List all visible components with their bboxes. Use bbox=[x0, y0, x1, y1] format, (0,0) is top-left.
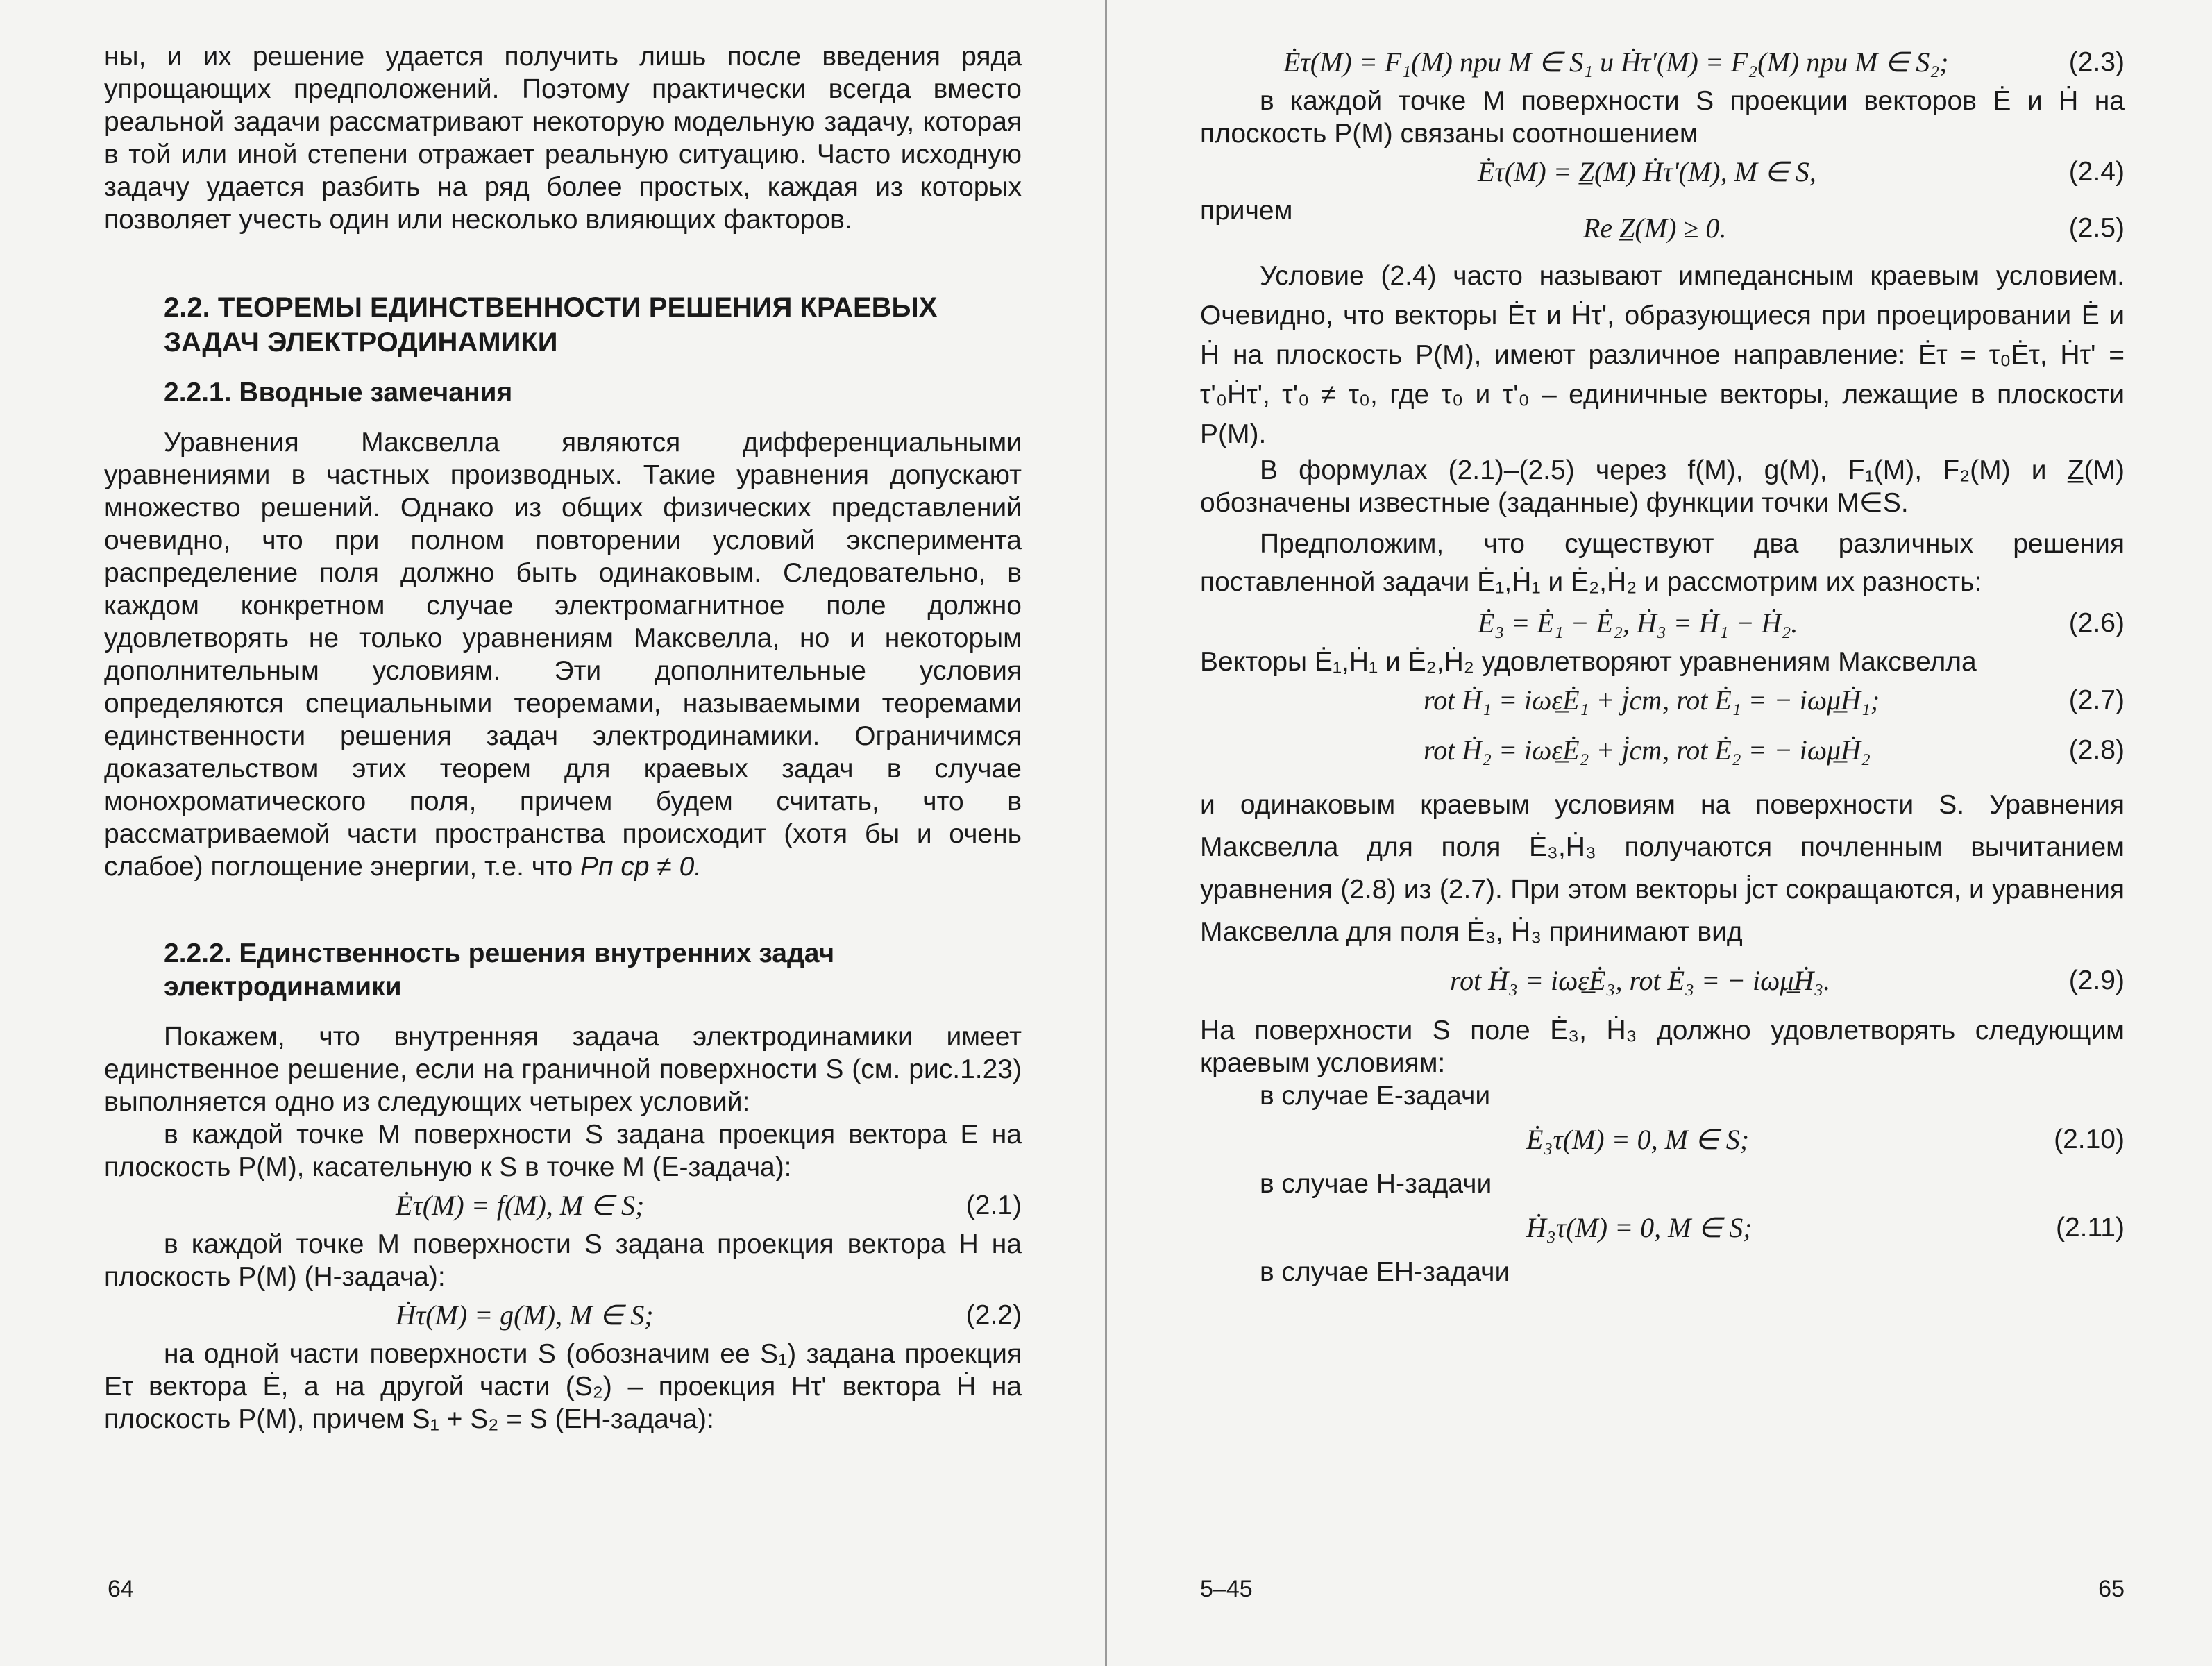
case-e-task: в случае E-задачи bbox=[1260, 1081, 1491, 1111]
equation-2-11-expr: Ḣ₃τ(M) = 0, M ∈ S; bbox=[1526, 1212, 1753, 1243]
right-page bbox=[1111, 0, 2212, 1666]
left-page bbox=[0, 0, 1100, 1666]
condition-impedance: в каждой точке M поверхности S проекции векторов Ė и Ḣ на плоскость P(M) связаны соотношением bbox=[1200, 86, 2125, 149]
equation-2-4 bbox=[1200, 150, 2125, 194]
equation-2-8-expr: rot Ḣ₂ = iωε̲Ė₂ + j̇ст, rot Ė₂ = − iωμ̲Ḣ₂ bbox=[1424, 734, 1871, 766]
equation-2-6-number: (2.6) bbox=[2068, 608, 2125, 638]
word-prichem: причем bbox=[1200, 196, 1293, 226]
subsection-title-uniqueness: 2.2.2. Единственность решения внутренних задач электродинамики bbox=[164, 939, 835, 1002]
page-number-left: 64 bbox=[108, 1576, 134, 1602]
left-page-content bbox=[104, 40, 1022, 1436]
signature-mark: 5–45 bbox=[1200, 1576, 1253, 1602]
equation-2-1 bbox=[104, 1184, 1022, 1228]
condition-e-task: в каждой точке M поверхности S задана проекция вектора E на плоскость P(M), касательную к S в точке M (E-задача): bbox=[104, 1120, 1022, 1182]
paragraph-impedance-condition: Условие (2.4) часто называют импедансным краевым условием. Очевидно, что векторы Ėτ и Ḣτ', образующиеся при проецировании Ė и Ḣ на плоскость P(M), имеют различное направление: Ėτ = τ₀Ėτ, Ḣτ' = τ'₀Ḣτ', τ'₀ ≠ τ₀, где τ₀ и τ'₀ – единичные векторы, лежащие в плоскости P(M). bbox=[1200, 261, 2125, 449]
paragraph-show: Покажем, что внутренняя задача электродинамики имеет единственное решение, если на граничной поверхности S (см. рис.1.23) выполняется одно из следующих четырех условий: bbox=[104, 1022, 1022, 1117]
subsection-title-intro: 2.2.1. Вводные замечания bbox=[164, 378, 513, 407]
section-title: 2.2. ТЕОРЕМЫ ЕДИНСТВЕННОСТИ РЕШЕНИЯ КРАЕВЫХ ЗАДАЧ ЭЛЕКТРОДИНАМИКИ bbox=[164, 292, 938, 357]
paragraph-continued: ны, и их решение удается получить лишь после введения ряда упрощающих предположений. Поэтому практически всегда вместо реальной задачи рассматривают некоторую модельную задачу, которая в той или иной степени отражает реальную ситуацию. Часто исходную задачу удается разбить на ряд более простых, каждая из которых позволяет учесть один или несколько влияющих факторов. bbox=[104, 42, 1022, 235]
paragraph-intro-math: Pп ср ≠ 0. bbox=[580, 852, 702, 882]
equation-2-7-number: (2.7) bbox=[2068, 685, 2125, 715]
equation-2-7 bbox=[1200, 678, 2125, 723]
equation-2-9-number: (2.9) bbox=[2068, 966, 2125, 995]
equation-2-2-expr: Ḣτ(M) = g(M), M ∈ S; bbox=[396, 1299, 654, 1331]
equation-2-2 bbox=[104, 1293, 1022, 1338]
paragraph-formulas: В формулах (2.1)–(2.5) через f(M), g(M), F₁(M), F₂(M) и Z̲(M) обозначены известные (заданные) функции точки M∈S. bbox=[1200, 455, 2125, 518]
equation-2-5-expr: Re Z̲(M) ≥ 0. bbox=[1583, 212, 1727, 244]
equation-2-10 bbox=[1200, 1112, 2125, 1168]
equation-2-8-number: (2.8) bbox=[2068, 735, 2125, 765]
equation-2-1-number: (2.1) bbox=[965, 1190, 1022, 1220]
equation-2-5 bbox=[1200, 206, 2125, 251]
equation-2-11-number: (2.11) bbox=[2056, 1213, 2125, 1243]
equation-2-3-number: (2.3) bbox=[2068, 47, 2125, 77]
equation-2-5-number: (2.5) bbox=[2068, 213, 2125, 243]
equation-2-9 bbox=[1200, 953, 2125, 1009]
right-page-content bbox=[1200, 40, 2125, 1288]
condition-eh-task: на одной части поверхности S (обозначим ее S₁) задана проекция Eτ вектора Ė, а на другой части (S₂) – проекция Hτ' вектора Ḣ на плоскость P(M), причем S₁ + S₂ = S (EH-задача): bbox=[104, 1339, 1022, 1434]
equation-2-4-expr: Ėτ(M) = Z̲(M) Ḣτ'(M), M ∈ S, bbox=[1478, 156, 1816, 187]
paragraph-intro bbox=[104, 426, 1022, 883]
equation-2-10-number: (2.10) bbox=[2054, 1125, 2125, 1154]
equation-2-8 bbox=[1200, 723, 2125, 778]
paragraph-surface: На поверхности S поле Ė₃, Ḣ₃ должно удовлетворять следующим краевым условиям: bbox=[1200, 1016, 2125, 1078]
case-eh-task: в случае EH-задачи bbox=[1260, 1257, 1510, 1287]
paragraph-intro-text: Уравнения Максвелла являются дифференциальными уравнениями в частных производных. Такие уравнения допускают множество решений. Однако из общих физических представлений очевидно, что при полном повторении условий эксперимента распределение поля должно быть одинаковым. Следовательно, в каждом конкретном случае электромагнитное поле должно удовлетворять не только уравнениям Максвелла, но и некоторым дополнительным условиям. Эти дополнительные условия определяются специальными теоремами, называемыми теоремами единственности решения задач электродинамики. Ограничимся доказательством этих теорем для краевых задач в случае монохроматического поля, причем будем считать, что в рассматриваемой части пространства происходит (хотя бы и очень слабое) поглощение энергии, т.е. что bbox=[104, 428, 1022, 882]
page-number-right: 65 bbox=[2098, 1576, 2125, 1602]
equation-2-1-expr: Ėτ(M) = f(M), M ∈ S; bbox=[396, 1190, 645, 1221]
paragraph-vectors: Векторы Ė₁,Ḣ₁ и Ė₂,Ḣ₂ удовлетворяют уравнениям Максвелла bbox=[1200, 647, 1977, 677]
equation-2-10-expr: Ė₃τ(M) = 0, M ∈ S; bbox=[1526, 1124, 1750, 1155]
equation-2-3-expr: Ėτ(M) = F₁(M) при M ∈ S₁ и Ḣτ'(M) = F₂(M) при M ∈ S₂; bbox=[1283, 47, 1949, 78]
paragraph-suppose: Предположим, что существуют два различных решения поставленной задачи Ė₁,Ḣ₁ и Ė₂,Ḣ₂ и рассмотрим их разность: bbox=[1200, 529, 2125, 597]
equation-2-7-expr: rot Ḣ₁ = iωε̲Ė₁ + j̇ст, rot Ė₁ = − iωμ̲Ḣ₁; bbox=[1424, 684, 1880, 716]
equation-2-6-expr: Ė₃ = Ė₁ − Ė₂, Ḣ₃ = Ḣ₁ − Ḣ₂. bbox=[1478, 607, 1798, 639]
condition-h-task: в каждой точке M поверхности S задана проекция вектора H на плоскость P(M) (H-задача): bbox=[104, 1229, 1022, 1292]
equation-2-4-number: (2.4) bbox=[2068, 157, 2125, 187]
equation-2-9-expr: rot Ḣ₃ = iωε̲Ė₃, rot Ė₃ = − iωμ̲Ḣ₃. bbox=[1450, 965, 1831, 996]
page-gutter bbox=[1105, 0, 1107, 1666]
paragraph-same-conditions: и одинаковым краевым условиям на поверхности S. Уравнения Максвелла для поля Ė₃,Ḣ₃ получаются почленным вычитанием уравнения (2.8) из (2.7). При этом векторы j̇ст сокращаются, и уравнения Максвелла для поля Ė₃, Ḣ₃ принимают вид bbox=[1200, 790, 2125, 947]
equation-2-11 bbox=[1200, 1200, 2125, 1256]
equation-2-6 bbox=[1200, 601, 2125, 646]
equation-2-3 bbox=[1200, 40, 2125, 85]
case-h-task: в случае H-задачи bbox=[1260, 1169, 1492, 1199]
equation-2-2-number: (2.2) bbox=[965, 1300, 1022, 1330]
